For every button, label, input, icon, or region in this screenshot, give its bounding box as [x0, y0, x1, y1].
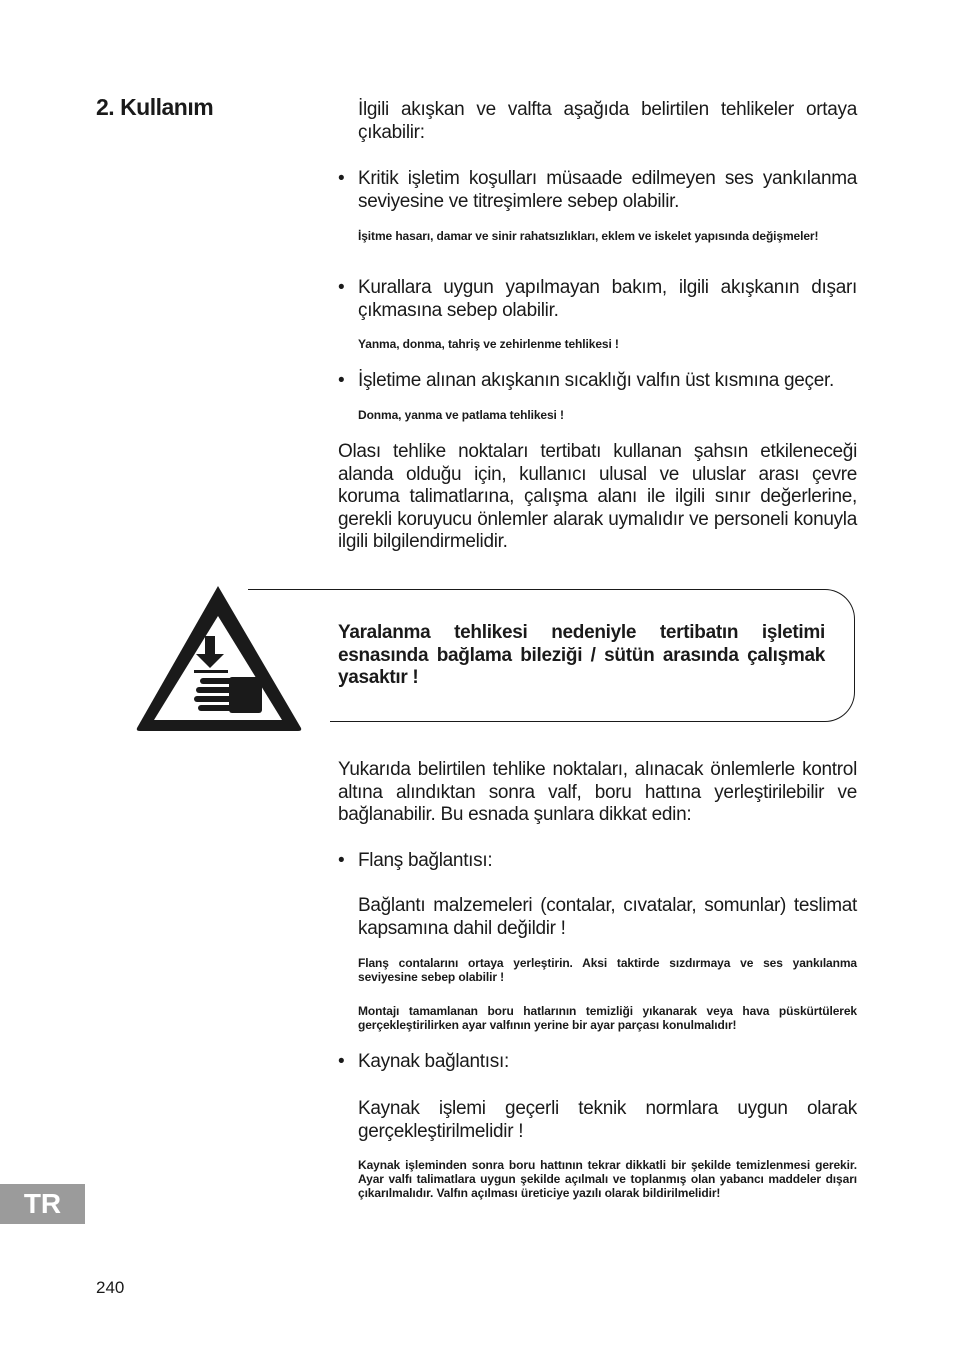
hazard-text: İşletime alınan akışkanın sıcaklığı valfın üst kısmına geçer. — [358, 370, 834, 391]
hazard-note: İşitme hasarı, damar ve sinir rahatsızlıkları, eklem ve iskelet yapısında değişmeler! — [358, 229, 819, 243]
weld-text: Kaynak işlemi geçerli teknik normlara uygun olarak gerçekleştirilmelidir ! — [358, 1098, 857, 1142]
bullet-icon: • — [338, 277, 345, 298]
section-heading: 2. Kullanım — [96, 94, 214, 120]
page-number: 240 — [96, 1278, 125, 1297]
bullet-icon: • — [338, 370, 345, 391]
hazard-note: Yanma, donma, tahriş ve zehirlenme tehlikesi ! — [358, 337, 619, 351]
bullet-icon: • — [338, 1051, 345, 1072]
hazard-text: Kritik işletim koşulları müsaade edilmeyen ses yankılanma seviyesine ve titreşimlere sebep olabilir. — [358, 168, 857, 212]
flange-title: Flanş bağlantısı: — [358, 850, 493, 871]
bullet-icon: • — [338, 168, 345, 189]
warning-text: Yaralanma tehlikesi nedeniyle tertibatın işletimi esnasında bağlama bileziği / sütün arasında çalışmak yasaktır ! — [338, 622, 825, 688]
hand-crush-warning-icon — [134, 582, 304, 732]
language-tab: TR — [0, 1184, 85, 1224]
flange-note: Montajı tamamlanan boru hatlarının temizliği yıkanarak veya hava püskürtülerek gerçekleştirilirken ayar valfının yerine bir ayar parçası konulmalıdır! — [358, 1004, 857, 1032]
bullet-icon: • — [338, 850, 345, 871]
flange-text: Bağlantı malzemeleri (contalar, cıvatalar, somunlar) teslimat kapsamına dahil değildir ! — [358, 895, 857, 939]
hazard-text: Kurallara uygun yapılmayan bakım, ilgili akışkanın dışarı çıkmasına sebep olabilir. — [358, 277, 857, 321]
weld-note: Kaynak işleminden sonra boru hattının tekrar dikkatli bir şekilde temizlenmesi gerekir. Ayar valfı talimatlara uygun şekilde açılmalı ve toplanmış olan yabancı maddeler dışarı çıkarılmalıdır. Valfın açılması üreticiye yazılı olarak bildirilmelidir! — [358, 1158, 857, 1200]
flange-note: Flanş contalarını ortaya yerleştirin. Aksi taktirde sızdırmaya ve ses yankılanma seviyesine sebep olabilir ! — [358, 956, 857, 984]
responsibility-paragraph: Olası tehlike noktaları tertibatı kullanan şahsın etkileneceği alanda olduğu için, kullanıcı ulusal ve uluslar arası çevre koruma talimatlarına, çalışma alanı ile ilgili sınır değerlerine, gerekli koruyucu önlemler alarak uymalıdır ve personeli konuyla ilgili bilgilendirmelidir. — [338, 441, 857, 552]
intro-paragraph: İlgili akışkan ve valfta aşağıda belirtilen tehlikeler ortaya çıkabilir: — [358, 99, 857, 143]
weld-title: Kaynak bağlantısı: — [358, 1051, 509, 1072]
hazard-note: Donma, yanma ve patlama tehlikesi ! — [358, 408, 564, 422]
installation-paragraph: Yukarıda belirtilen tehlike noktaları, alınacak önlemlerle kontrol altına alındıktan sonra valf, boru hattına yerleştirilebilir ve bağlanabilir. Bu esnada şunlara dikkat edin: — [338, 759, 857, 825]
